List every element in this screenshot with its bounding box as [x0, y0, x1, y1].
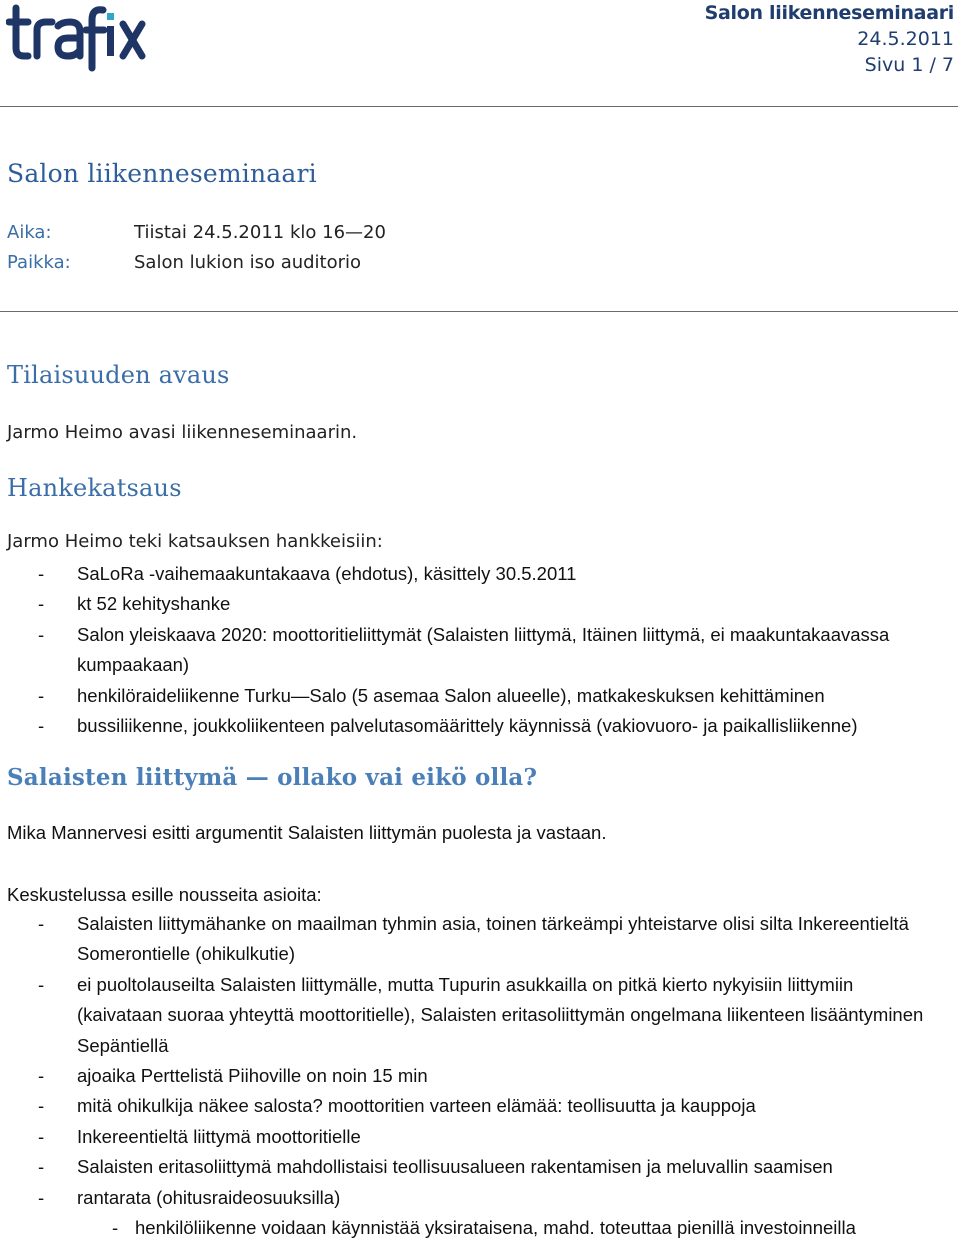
hanke-list — [0, 559, 937, 741]
list-item-text: Salaisten eritasoliittymä mahdollistaisi teollisuusalueen rakentamisen ja meluvallin saamisen — [77, 1156, 833, 1178]
list-dash: - — [38, 1065, 45, 1087]
sub-list-item-text: henkilöliikenne voidaan käynnistää yksirataisena, mahd. toteuttaa pienillä investoinneilla — [135, 1217, 856, 1239]
hanke-intro: Jarmo Heimo teki katsauksen hankkeisiin: — [7, 531, 383, 552]
list-dash: - — [38, 973, 45, 995]
list-item-text: henkilöraideliikenne Turku—Salo (5 asemaa Salon alueelle), matkakeskuksen kehittäminen — [77, 684, 825, 706]
list-item-text: SaLoRa -vaihemaakuntakaava (ehdotus), käsittely 30.5.2011 — [77, 563, 577, 584]
header-title: Salon liikenneseminaari — [704, 2, 954, 24]
avaus-text: Jarmo Heimo avasi liikenneseminaarin. — [7, 422, 358, 443]
sub-list-item — [0, 1213, 935, 1243]
list-item-text: Inkereentieltä liittymä moottoritielle — [77, 1125, 361, 1147]
list-item-text: ei puoltolauseilta Salaisten liittymälle, mutta Tupurin asukkailla on pitkä kierto nykyisiin liittymiin (kaivataan suoraa yhteyttä moottoritielle), Salaisten eritasoliittymän ongelmana liikenteen lisääntyminen Sepäntiellä — [77, 973, 924, 1056]
place-label: Paikka: — [7, 252, 71, 273]
meta-divider — [0, 311, 958, 312]
list-item-text: Salon yleiskaava 2020: moottoritieliittymät (Salaisten liittymä, Itäinen liittymä, ei maakuntakaavassa kumpaakaan) — [77, 623, 890, 676]
list-item — [0, 711, 937, 741]
list-dash: - — [38, 593, 45, 615]
list-item-text: ajoaika Perttelistä Piihoville on noin 15 min — [77, 1065, 428, 1087]
list-item — [0, 620, 937, 681]
list-item — [0, 559, 937, 589]
place-value: Salon lukion iso auditorio — [134, 252, 362, 273]
list-item — [0, 589, 937, 619]
list-dash: - — [38, 1095, 45, 1117]
discussion-intro: Keskustelussa esille nousseita asioita: — [7, 884, 322, 905]
list-item-text: rantarata (ohitusraideosuuksilla) — [77, 1186, 341, 1208]
trafix-logo — [6, 2, 146, 72]
header-date: 24.5.2011 — [857, 28, 954, 50]
section-heading-avaus: Tilaisuuden avaus — [7, 361, 230, 389]
section-heading-liittyma: Salaisten liittymä — ollako vai eikö olla? — [7, 764, 538, 791]
meta-time-row — [7, 221, 386, 245]
time-value: Tiistai 24.5.2011 klo 16—20 — [134, 222, 386, 243]
list-dash: - — [38, 1125, 45, 1147]
list-dash: - — [38, 715, 45, 737]
meta-place-row — [7, 251, 361, 275]
list-item — [0, 1061, 937, 1091]
discussion-list — [0, 909, 937, 1243]
list-item — [0, 1091, 937, 1121]
list-dash: - — [38, 1186, 45, 1208]
list-dash: - — [38, 913, 45, 934]
list-item-text: bussiliikenne, joukkoliikenteen palvelutasomäärittely käynnissä (vakiovuoro- ja paikallisliikenne) — [77, 715, 858, 737]
page-number: Sivu 1 / 7 — [864, 54, 954, 76]
list-dash: - — [38, 563, 45, 584]
page-header-info — [705, 0, 954, 78]
section-heading-hanke: Hankekatsaus — [7, 474, 182, 502]
list-dash: - — [38, 1156, 45, 1178]
list-item-text: kt 52 kehityshanke — [77, 593, 231, 615]
list-item — [0, 1122, 937, 1152]
document-title: Salon liikenneseminaari — [7, 159, 317, 188]
list-item — [0, 681, 937, 711]
list-item — [0, 1152, 937, 1182]
list-item — [0, 909, 937, 970]
list-item — [0, 970, 937, 1061]
list-dash: - — [38, 684, 45, 706]
time-label: Aika: — [7, 222, 52, 243]
liittyma-intro: Mika Mannervesi esitti argumentit Salaisten liittymän puolesta ja vastaan. — [7, 822, 607, 843]
list-item-text: mitä ohikulkija näkee salosta? moottoritien varteen elämää: teollisuutta ja kauppoja — [77, 1095, 756, 1117]
list-dash: - — [38, 623, 45, 645]
list-item-text: Salaisten liittymähanke on maailman tyhmin asia, toinen tärkeämpi yhteistarve olisi silta Inkereentieltä Somerontielle (ohikulkutie) — [77, 913, 909, 965]
list-dash: - — [112, 1217, 119, 1239]
header-divider — [0, 106, 958, 107]
list-item — [0, 1183, 937, 1213]
